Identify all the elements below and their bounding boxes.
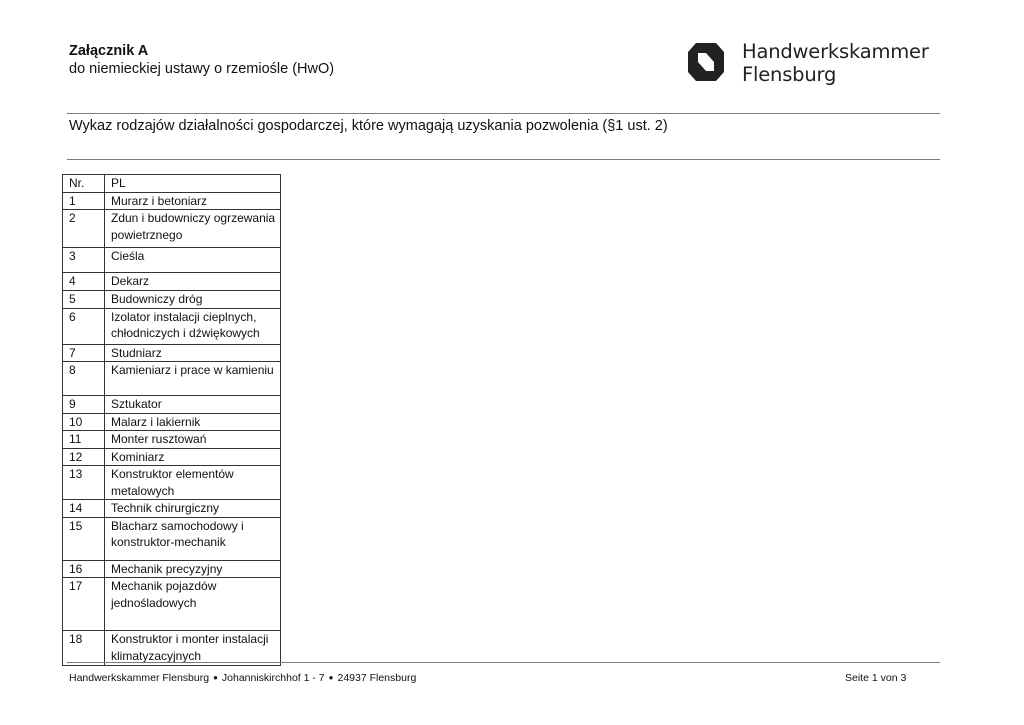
footer-city: 24937 Flensburg xyxy=(337,672,417,684)
row-nr: 4 xyxy=(63,273,105,291)
row-trade: Dekarz xyxy=(105,273,281,291)
row-trade: Konstruktor elementów metalowych xyxy=(105,466,281,500)
logo-line-2: Flensburg xyxy=(742,63,837,86)
row-trade: Konstruktor i monter instalacji klimatyzacyjnych xyxy=(105,631,281,666)
row-trade: Sztukator xyxy=(105,396,281,414)
header-pl: PL xyxy=(105,175,281,193)
row-trade: Malarz i lakiernik xyxy=(105,413,281,431)
table-row xyxy=(63,500,281,518)
row-trade: Izolator instalacji cieplnych, chłodniczych i dźwiękowych xyxy=(105,308,281,344)
table-row xyxy=(63,517,281,560)
table-row xyxy=(63,273,281,291)
table-row xyxy=(63,631,281,666)
header-nr: Nr. xyxy=(63,175,105,193)
row-trade: Zdun i budowniczy ogrzewania powietrznego xyxy=(105,210,281,248)
row-nr: 5 xyxy=(63,291,105,309)
logo-line-1: Handwerkskammer xyxy=(742,40,929,63)
footer-address xyxy=(69,672,416,684)
row-trade: Mechanik pojazdów jednośladowych xyxy=(105,578,281,631)
row-trade: Blacharz samochodowy i konstruktor-mechanik xyxy=(105,517,281,560)
heading-divider xyxy=(67,159,940,160)
row-trade: Kominiarz xyxy=(105,448,281,466)
document-subtitle: do niemieckiej ustawy o rzemiośle (HwO) xyxy=(69,61,335,77)
row-nr: 9 xyxy=(63,396,105,414)
row-nr: 11 xyxy=(63,431,105,449)
row-trade: Mechanik precyzyjny xyxy=(105,560,281,578)
row-trade: Studniarz xyxy=(105,344,281,362)
table-row xyxy=(63,291,281,309)
row-nr: 15 xyxy=(63,517,105,560)
table-row xyxy=(63,578,281,631)
row-nr: 18 xyxy=(63,631,105,666)
logo-mark-icon xyxy=(688,43,724,81)
trades-table xyxy=(62,174,281,666)
organization-logo xyxy=(688,40,929,90)
row-nr: 10 xyxy=(63,413,105,431)
table-row xyxy=(63,560,281,578)
row-trade: Murarz i betoniarz xyxy=(105,192,281,210)
row-nr: 1 xyxy=(63,192,105,210)
row-nr: 12 xyxy=(63,448,105,466)
table-header-row xyxy=(63,175,281,193)
table-row xyxy=(63,192,281,210)
section-heading: Wykaz rodzajów działalności gospodarczej, które wymagają uzyskania pozwolenia (§1 ust. 2) xyxy=(69,118,668,134)
table-row xyxy=(63,362,281,396)
page-number: Seite 1 von 3 xyxy=(845,672,907,684)
row-trade: Technik chirurgiczny xyxy=(105,500,281,518)
table-row xyxy=(63,248,281,273)
row-nr: 8 xyxy=(63,362,105,396)
row-trade: Cieśla xyxy=(105,248,281,273)
table-row xyxy=(63,344,281,362)
footer-org: Handwerkskammer Flensburg xyxy=(69,672,210,684)
bullet-icon: ● xyxy=(213,673,218,682)
table-row xyxy=(63,431,281,449)
document-title: Załącznik A xyxy=(69,43,149,59)
row-nr: 2 xyxy=(63,210,105,248)
footer-divider xyxy=(67,662,940,663)
row-nr: 16 xyxy=(63,560,105,578)
row-trade: Monter rusztowań xyxy=(105,431,281,449)
row-nr: 13 xyxy=(63,466,105,500)
row-nr: 7 xyxy=(63,344,105,362)
table-row xyxy=(63,413,281,431)
header-divider xyxy=(67,113,940,114)
table-row xyxy=(63,448,281,466)
table-row xyxy=(63,308,281,344)
table-row xyxy=(63,466,281,500)
row-nr: 6 xyxy=(63,308,105,344)
row-trade: Budowniczy dróg xyxy=(105,291,281,309)
row-trade: Kamieniarz i prace w kamieniu xyxy=(105,362,281,396)
table-row xyxy=(63,210,281,248)
row-nr: 3 xyxy=(63,248,105,273)
bullet-icon: ● xyxy=(328,673,334,682)
row-nr: 14 xyxy=(63,500,105,518)
logo-wordmark xyxy=(742,40,929,86)
table-row xyxy=(63,396,281,414)
footer-street: Johanniskirchhof 1 - 7 xyxy=(221,672,325,684)
row-nr: 17 xyxy=(63,578,105,631)
